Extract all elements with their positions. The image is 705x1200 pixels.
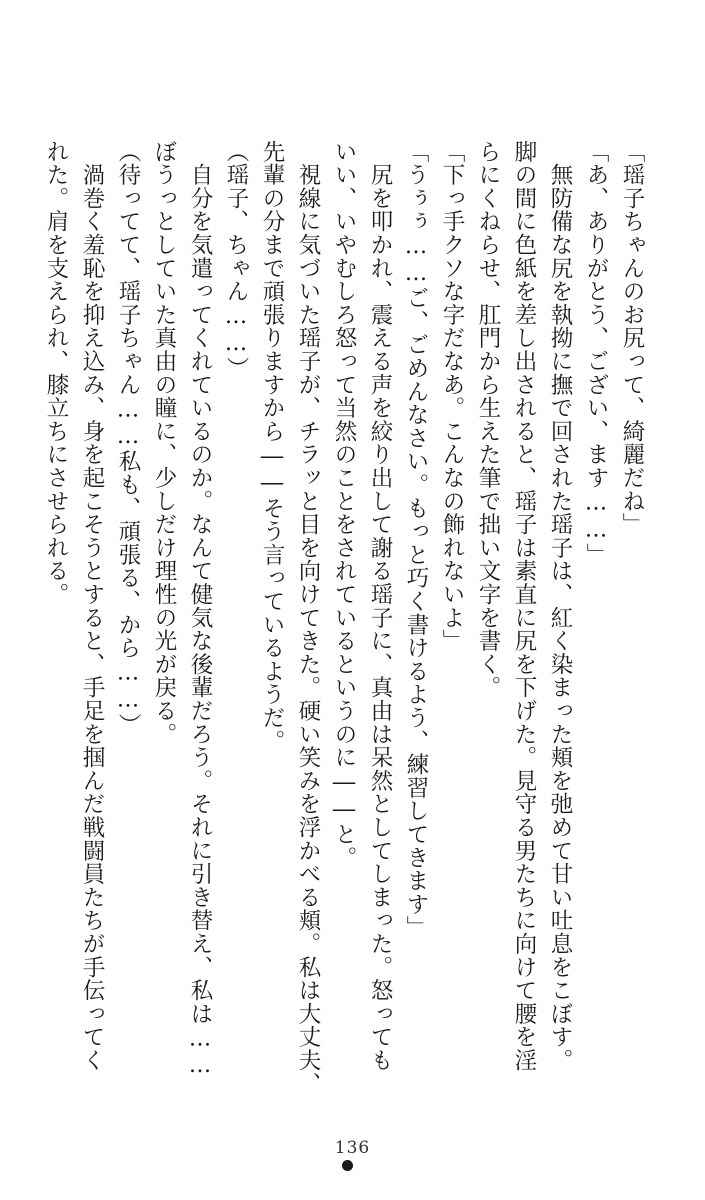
page-number: 136 bbox=[334, 1138, 371, 1158]
text-line: 「下っ手クソな字だなあ。こんなの飾れないよ」 bbox=[439, 140, 465, 653]
text-line: 「うぅぅ……ご、ごめんなさい。もっと巧く書けるよう、練習してきます」 bbox=[403, 140, 429, 940]
text-line: いい、いやむしろ怒って当然のことをされているというのに――と。 bbox=[331, 140, 357, 870]
text-line: 脚の間に色紙を差し出されると、瑶子は素直に尻を下げた。見守る男たちに向けて腰を淫 bbox=[511, 140, 537, 1072]
vertical-text-body bbox=[43, 140, 650, 1096]
bullet-dot-icon bbox=[342, 1160, 353, 1171]
text-line: 先輩の分まで頑張りますから――そう言っているようだ。 bbox=[259, 140, 285, 753]
text-line: 無防備な尻を執拗に撫で回された瑶子は、紅く染まった頬を弛めて甘い吐息をこぼす。 bbox=[547, 140, 573, 1072]
text-line: 尻を叩かれ、震える声を絞り出して謝る瑶子に、真由は呆然としてしまった。怒っても bbox=[367, 140, 393, 1072]
text-line: らにくねらせ、肛門から生えた筆で拙い文字を書く。 bbox=[475, 140, 501, 700]
text-line: （瑶子、ちゃん……） bbox=[223, 140, 249, 380]
text-line: （待ってて、瑶子ちゃん……私も、頑張る、から……） bbox=[115, 140, 141, 737]
text-line: 「瑶子ちゃんのお尻って、綺麗だね」 bbox=[619, 140, 645, 537]
text-line: 「あ、ありがとう、ござい、ます……」 bbox=[583, 140, 609, 567]
text-line: ぼうっとしていた真由の瞳に、少しだけ理性の光が戻る。 bbox=[151, 140, 177, 746]
text-line: 視線に気づいた瑶子が、チラッと目を向けてきた。硬い笑みを浮かべる頬。私は大丈夫、 bbox=[295, 140, 321, 1096]
text-line: 渦巻く羞恥を抑え込み、身を起こそうとすると、手足を掴んだ戦闘員たちが手伝ってく bbox=[79, 140, 105, 1072]
text-line: 自分を気遣ってくれているのか。なんて健気な後輩だろう。それに引き替え、私は…… bbox=[187, 140, 213, 1079]
text-line: れた。肩を支えられ、膝立ちにさせられる。 bbox=[43, 140, 69, 606]
